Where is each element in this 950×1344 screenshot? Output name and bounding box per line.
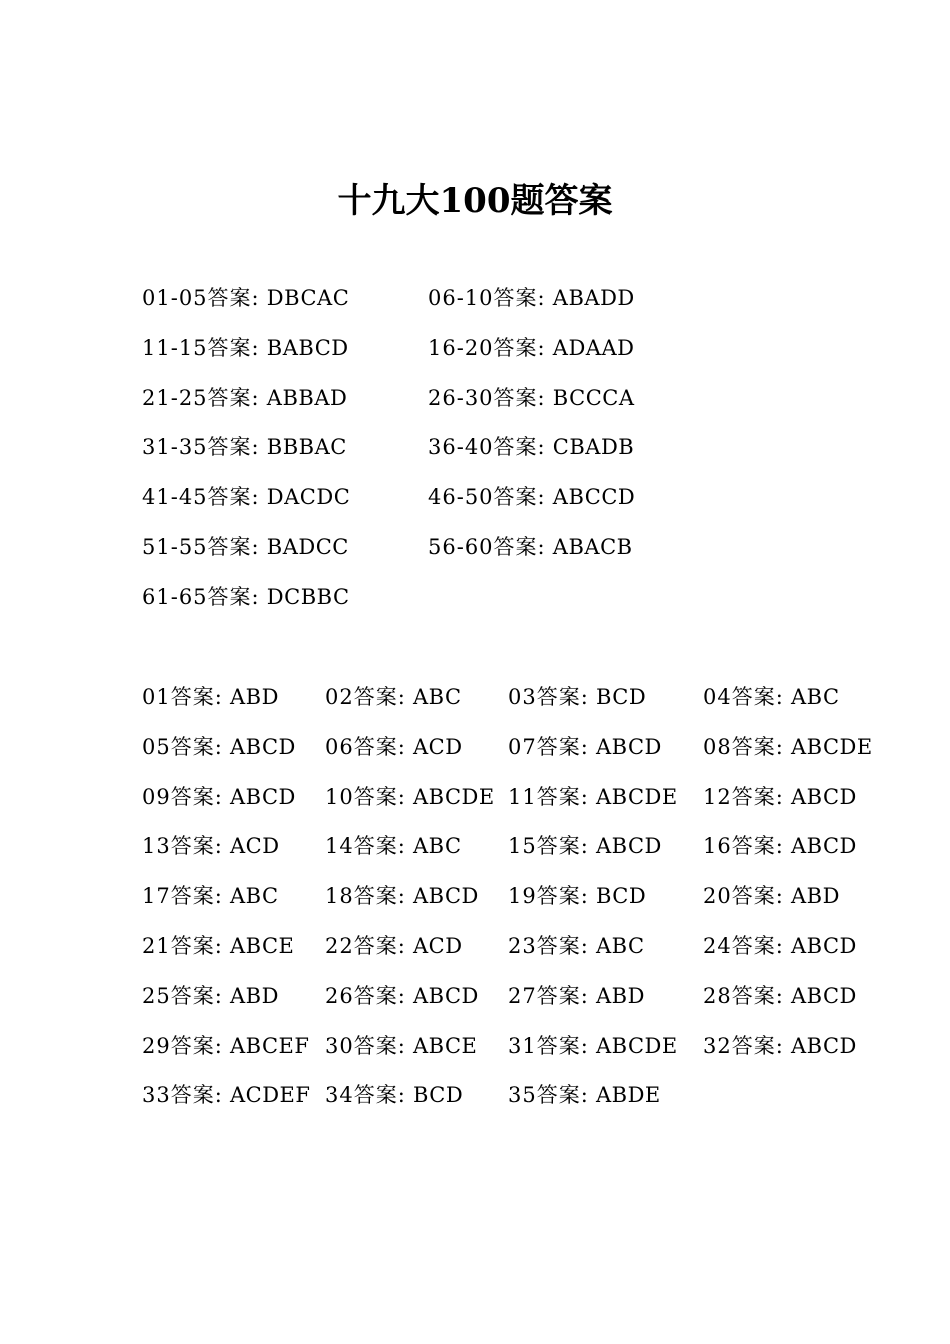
answer-label: 答案:	[353, 1083, 406, 1108]
question-number: 23	[508, 934, 537, 958]
answer-row	[0, 976, 950, 1016]
answer-entry	[325, 727, 463, 767]
answer-entry	[703, 727, 873, 767]
answer-value: DACDC	[259, 485, 351, 510]
answer-entry	[142, 477, 350, 517]
question-range: 51-55	[142, 535, 208, 559]
answer-row	[0, 777, 950, 817]
answer-label: 答案:	[170, 685, 223, 709]
question-number: 34	[325, 1083, 354, 1108]
answer-row	[0, 1075, 950, 1115]
answer-label: 答案:	[536, 734, 589, 759]
answer-value: BCD	[405, 1083, 464, 1108]
answer-label: 答案:	[207, 385, 260, 410]
answer-entry	[428, 378, 635, 418]
answer-entry	[142, 527, 349, 567]
question-number: 20	[703, 884, 732, 909]
answer-value: ABD	[222, 983, 279, 1008]
answer-value: ABC	[405, 834, 462, 859]
answer-value: ABCDE	[588, 1033, 678, 1058]
answer-entry	[142, 378, 347, 418]
question-range: 41-45	[142, 485, 208, 510]
answer-label: 答案:	[493, 286, 546, 310]
question-range: 06-10	[428, 286, 494, 310]
answer-label: 答案:	[170, 784, 223, 809]
question-number: 09	[142, 784, 171, 809]
answer-entry	[508, 926, 645, 966]
answer-label: 答案:	[536, 784, 589, 809]
answer-row	[0, 727, 950, 767]
question-number: 31	[508, 1033, 537, 1058]
question-range: 36-40	[428, 435, 494, 460]
answer-entry	[508, 677, 646, 717]
answer-label: 答案:	[731, 983, 784, 1008]
question-number: 07	[508, 734, 537, 759]
question-number: 10	[325, 784, 354, 809]
question-number: 04	[703, 685, 732, 709]
answer-value: ABADD	[545, 286, 635, 310]
answer-row	[0, 677, 950, 717]
question-number: 30	[325, 1033, 354, 1058]
question-range: 16-20	[428, 335, 494, 360]
answer-label: 答案:	[353, 734, 406, 759]
answer-value: ABC	[405, 685, 462, 709]
answer-entry	[428, 278, 635, 318]
answer-entry	[508, 777, 678, 817]
answer-entry	[142, 427, 347, 467]
answer-entry	[142, 1075, 310, 1115]
answer-entry	[703, 976, 857, 1016]
answer-value: ABD	[222, 685, 279, 709]
answer-value: ABBAD	[259, 385, 348, 410]
answer-entry	[325, 876, 479, 916]
answer-label: 答案:	[536, 1083, 589, 1108]
answer-row	[0, 477, 950, 517]
answer-entry	[703, 876, 840, 916]
answer-label: 答案:	[493, 385, 546, 410]
answer-entry	[428, 328, 634, 368]
question-number: 21	[142, 934, 171, 958]
answer-entry	[142, 677, 279, 717]
answer-label: 答案:	[536, 834, 589, 859]
answer-value: ABCDE	[588, 784, 678, 809]
answer-row	[0, 876, 950, 916]
answer-value: BCD	[588, 884, 647, 909]
answer-value: ACD	[405, 734, 463, 759]
answer-label: 答案:	[731, 934, 784, 958]
answer-label: 答案:	[353, 685, 406, 709]
answer-row	[0, 527, 950, 567]
question-number: 02	[325, 685, 354, 709]
answer-entry	[703, 1026, 857, 1066]
answer-entry	[508, 727, 662, 767]
answer-value: ABCD	[783, 934, 857, 958]
question-number: 24	[703, 934, 732, 958]
answer-label: 答案:	[731, 884, 784, 909]
answer-label: 答案:	[170, 884, 223, 909]
answer-label: 答案:	[353, 784, 406, 809]
answer-value: BABCD	[259, 335, 349, 360]
question-range: 31-35	[142, 435, 208, 460]
answer-value: ABCD	[405, 983, 479, 1008]
question-number: 35	[508, 1083, 537, 1108]
answer-label: 答案:	[536, 934, 589, 958]
answer-entry	[428, 427, 634, 467]
answer-entry	[142, 826, 280, 866]
answer-label: 答案:	[170, 1083, 223, 1108]
question-number: 19	[508, 884, 537, 909]
question-number: 25	[142, 983, 171, 1008]
answer-value: ABACB	[545, 535, 633, 559]
answer-label: 答案:	[536, 685, 589, 709]
answer-entry	[142, 577, 350, 617]
answer-entry	[142, 727, 296, 767]
answer-value: ABCD	[222, 734, 296, 759]
answer-label: 答案:	[170, 934, 223, 958]
answer-entry	[703, 926, 857, 966]
answer-entry	[325, 677, 462, 717]
answer-entry	[325, 1026, 477, 1066]
answer-label: 答案:	[731, 685, 784, 709]
answer-value: ABCD	[783, 784, 857, 809]
answer-label: 答案:	[536, 983, 589, 1008]
answer-row	[0, 577, 950, 617]
answer-label: 答案:	[170, 734, 223, 759]
answer-entry	[142, 328, 349, 368]
question-number: 32	[703, 1033, 732, 1058]
question-number: 17	[142, 884, 171, 909]
answer-label: 答案:	[536, 1033, 589, 1058]
answer-label: 答案:	[207, 485, 260, 510]
question-number: 16	[703, 834, 732, 859]
question-number: 01	[142, 685, 171, 709]
answer-value: BCD	[588, 685, 647, 709]
answer-label: 答案:	[493, 485, 546, 510]
answer-value: ABCD	[588, 834, 662, 859]
answer-row	[0, 328, 950, 368]
answer-label: 答案:	[170, 983, 223, 1008]
question-number: 08	[703, 734, 732, 759]
answer-entry	[325, 976, 479, 1016]
question-number: 18	[325, 884, 354, 909]
question-number: 06	[325, 734, 354, 759]
answer-entry	[325, 826, 462, 866]
answer-value: DCBBC	[259, 584, 350, 609]
answer-value: BADCC	[259, 535, 349, 559]
answer-value: DBCAC	[259, 286, 350, 310]
answer-value: ACD	[405, 934, 463, 958]
answer-entry	[508, 976, 645, 1016]
answer-entry	[142, 876, 279, 916]
answer-value: ADAAD	[545, 335, 635, 360]
answer-value: ABCD	[405, 884, 479, 909]
answer-entry	[703, 826, 857, 866]
answer-entry	[142, 976, 279, 1016]
answer-label: 答案:	[170, 834, 223, 859]
answer-value: ABC	[783, 685, 840, 709]
answer-entry	[428, 477, 635, 517]
answer-entry	[508, 876, 646, 916]
question-range: 26-30	[428, 385, 494, 410]
answer-value: ABDE	[588, 1083, 661, 1108]
question-range: 11-15	[142, 335, 208, 360]
answer-entry	[325, 777, 495, 817]
answer-label: 答案:	[536, 884, 589, 909]
answer-row	[0, 378, 950, 418]
question-number: 13	[142, 834, 171, 859]
answer-row	[0, 926, 950, 966]
answer-label: 答案:	[207, 584, 260, 609]
question-number: 15	[508, 834, 537, 859]
answer-value: ABCDE	[783, 734, 873, 759]
answer-value: ABCE	[222, 934, 295, 958]
answer-value: ABD	[588, 983, 645, 1008]
answer-entry	[428, 527, 633, 567]
answer-row	[0, 278, 950, 318]
question-number: 33	[142, 1083, 171, 1108]
answer-label: 答案:	[493, 335, 546, 360]
question-number: 27	[508, 983, 537, 1008]
question-number: 29	[142, 1033, 171, 1058]
answer-value: ABCD	[783, 983, 857, 1008]
answer-entry	[142, 777, 296, 817]
answer-value: ABCD	[783, 1033, 857, 1058]
answer-label: 答案:	[731, 784, 784, 809]
answer-value: BCCCA	[545, 385, 635, 410]
answer-label: 答案:	[731, 734, 784, 759]
answer-label: 答案:	[207, 535, 260, 559]
answer-value: ABC	[588, 934, 645, 958]
answer-value: ABCD	[588, 734, 662, 759]
answer-row	[0, 1026, 950, 1066]
question-range: 46-50	[428, 485, 494, 510]
answer-row	[0, 427, 950, 467]
answer-label: 答案:	[493, 535, 546, 559]
answer-value: ABCD	[783, 834, 857, 859]
answer-entry	[325, 1075, 463, 1115]
answer-label: 答案:	[493, 435, 546, 460]
question-number: 22	[325, 934, 354, 958]
answer-entry	[325, 926, 463, 966]
question-number: 14	[325, 834, 354, 859]
answer-value: ACD	[222, 834, 280, 859]
question-number: 28	[703, 983, 732, 1008]
question-range: 56-60	[428, 535, 494, 559]
question-number: 11	[508, 784, 537, 809]
answer-value: ABD	[783, 884, 840, 909]
answer-entry	[508, 1026, 678, 1066]
answer-label: 答案:	[353, 834, 406, 859]
answer-value: ABCDE	[405, 784, 495, 809]
question-number: 12	[703, 784, 732, 809]
answer-label: 答案:	[207, 435, 260, 460]
answer-value: ABCEF	[222, 1033, 310, 1058]
answer-value: CBADB	[545, 435, 635, 460]
answer-value: ACDEF	[222, 1083, 311, 1108]
answer-label: 答案:	[353, 934, 406, 958]
answer-entry	[508, 826, 662, 866]
answer-entry	[142, 278, 349, 318]
answer-value: BBBAC	[259, 435, 347, 460]
answer-value: ABCD	[222, 784, 296, 809]
answer-label: 答案:	[207, 335, 260, 360]
answer-entry	[703, 677, 840, 717]
answer-value: ABCCD	[545, 485, 636, 510]
answer-label: 答案:	[731, 834, 784, 859]
answer-label: 答案:	[353, 884, 406, 909]
question-range: 21-25	[142, 385, 208, 410]
answer-entry	[508, 1075, 661, 1115]
answer-value: ABC	[222, 884, 279, 909]
answer-value: ABCE	[405, 1033, 478, 1058]
answer-label: 答案:	[353, 983, 406, 1008]
answer-label: 答案:	[731, 1033, 784, 1058]
question-range: 01-05	[142, 286, 208, 310]
answer-label: 答案:	[353, 1033, 406, 1058]
answer-entry	[142, 926, 294, 966]
answer-label: 答案:	[207, 286, 260, 310]
answer-row	[0, 826, 950, 866]
answer-label: 答案:	[170, 1033, 223, 1058]
answer-entry	[703, 777, 857, 817]
question-range: 61-65	[142, 584, 208, 609]
question-number: 26	[325, 983, 354, 1008]
document-title: 十九大100题答案	[337, 181, 613, 221]
question-number: 03	[508, 685, 537, 709]
question-number: 05	[142, 734, 171, 759]
answer-entry	[142, 1026, 309, 1066]
